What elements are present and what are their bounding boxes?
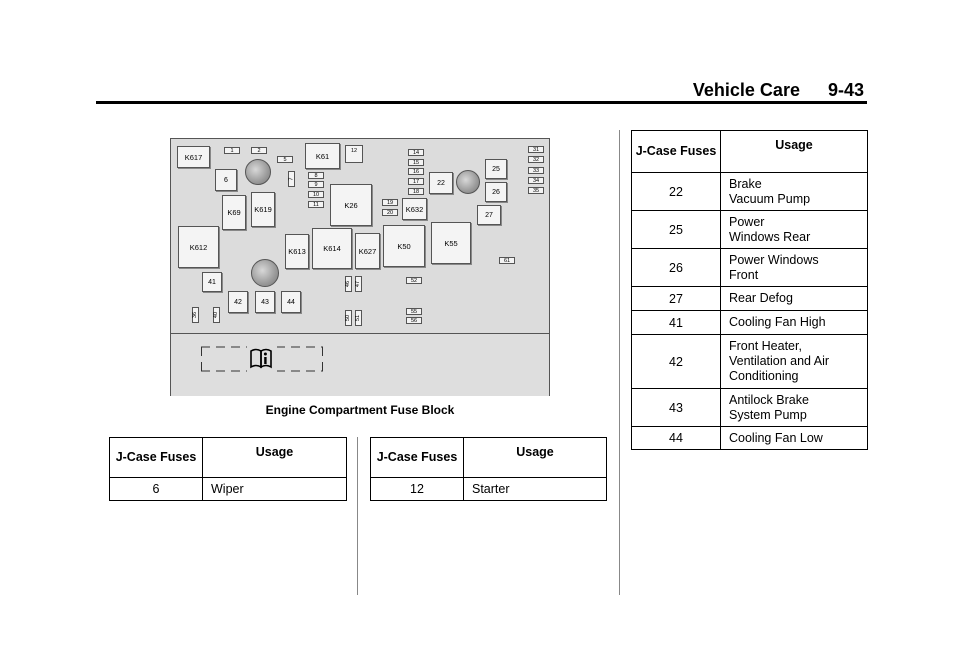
column-divider-1 (357, 437, 358, 595)
fuse-number: 6 (110, 478, 203, 501)
fuse-14: 14 (408, 149, 424, 156)
fuse-11: 11 (308, 201, 324, 208)
fuse-52: 52 (406, 277, 422, 284)
relay-k613: K613 (285, 234, 309, 269)
figure-caption: Engine Compartment Fuse Block (265, 403, 455, 417)
fuse-1: 1 (224, 147, 240, 154)
fuse-number: 22 (632, 173, 721, 211)
fuse-42: 42 (228, 291, 248, 313)
fuse-number: 26 (632, 249, 721, 287)
fuse-46: 46 (345, 276, 352, 292)
fuse-27: 27 (477, 205, 501, 225)
fuse-35: 35 (528, 187, 544, 194)
fuse-5: 5 (277, 156, 293, 163)
fuse-number: 27 (632, 287, 721, 311)
fuse-61: 61 (499, 257, 515, 264)
fuse-56: 56 (406, 317, 422, 324)
fuse-number: 12 (371, 478, 464, 501)
column-header-usage: Usage (721, 131, 868, 173)
fuse-block-diagram (170, 138, 550, 396)
fuse-usage: Rear Defog (721, 287, 868, 311)
table-row (632, 173, 868, 211)
header-rule (96, 101, 867, 104)
fuse-34: 34 (528, 177, 544, 184)
column-header-fuses: J-Case Fuses (632, 131, 721, 173)
relay-k617: K617 (177, 146, 210, 168)
table-row (632, 311, 868, 335)
fuse-8: 8 (308, 172, 324, 179)
fuse-55: 55 (406, 308, 422, 315)
fuse-10: 10 (308, 191, 324, 198)
fuse-43: 43 (255, 291, 275, 313)
fuse-17: 17 (408, 178, 424, 185)
column-header-fuses: J-Case Fuses (371, 438, 464, 478)
relay-k619: K619 (251, 192, 275, 227)
table-row (110, 478, 347, 501)
page-number: 9-43 (827, 80, 864, 100)
fuse-2: 2 (251, 147, 267, 154)
relay-k26: K26 (330, 184, 372, 226)
relay-k632: K632 (402, 198, 427, 220)
fuse-36: 36 (192, 307, 199, 323)
fuse-20: 20 (382, 209, 398, 216)
fuse-table-3 (631, 130, 868, 450)
fuse-50: 50 (345, 310, 352, 326)
fuse-usage: Brake Vacuum Pump (721, 173, 868, 211)
fuse-31: 31 (528, 146, 544, 153)
fuse-7: 7 (288, 171, 295, 187)
relay-k627: K627 (355, 233, 380, 269)
fuse-usage: Wiper (203, 478, 347, 501)
fuse-15: 15 (408, 159, 424, 166)
fuse-usage: Cooling Fan High (721, 311, 868, 335)
fuse-number: 42 (632, 335, 721, 389)
fuse-51: 51 (355, 310, 362, 326)
fuse-table-1 (109, 437, 347, 501)
table-row (632, 211, 868, 249)
fuse-number: 41 (632, 311, 721, 335)
table-row (632, 335, 868, 389)
fuse-number: 43 (632, 389, 721, 427)
table-row (632, 427, 868, 450)
relay-k69: K69 (222, 195, 246, 230)
table-row (632, 389, 868, 427)
table-header-row (110, 438, 347, 478)
fuse-6: 6 (215, 169, 237, 191)
connector-stud-3 (251, 259, 279, 287)
connector-stud-1 (245, 159, 271, 185)
fuse-40: 40 (213, 307, 220, 323)
fuse-usage: Power Windows Front (721, 249, 868, 287)
relay-k50: K50 (383, 225, 425, 267)
fuse-table-2 (370, 437, 607, 501)
fuse-41: 41 (202, 272, 222, 292)
relay-k612: K612 (178, 226, 219, 268)
fuse-25: 25 (485, 159, 507, 179)
table-row (632, 287, 868, 311)
fuse-usage: Front Heater, Ventilation and Air Conditioning (721, 335, 868, 389)
relay-k55: K55 (431, 222, 471, 264)
section-title: Vehicle Care (692, 80, 800, 100)
table-row (632, 249, 868, 287)
fuse-9: 9 (308, 181, 324, 188)
fuse-16: 16 (408, 168, 424, 175)
column-header-usage: Usage (464, 438, 607, 478)
table-row (371, 478, 607, 501)
table-header-row (632, 131, 868, 173)
relay-k614: K614 (312, 228, 352, 269)
table-header-row (371, 438, 607, 478)
fuse-33: 33 (528, 167, 544, 174)
fuse-usage: Antilock Brake System Pump (721, 389, 868, 427)
fuse-22: 22 (429, 172, 453, 194)
fuse-number: 25 (632, 211, 721, 249)
fuse-44: 44 (281, 291, 301, 313)
fuse-32: 32 (528, 156, 544, 163)
fuse-usage: Starter (464, 478, 607, 501)
fuse-18: 18 (408, 188, 424, 195)
fuse-26: 26 (485, 182, 507, 202)
fuse-number: 44 (632, 427, 721, 450)
relay-k61: K61 (305, 143, 340, 169)
fuse-usage: Power Windows Rear (721, 211, 868, 249)
column-divider-2 (619, 130, 620, 595)
column-header-usage: Usage (203, 438, 347, 478)
fuse-12: 12 (345, 145, 363, 163)
connector-stud-2 (456, 170, 480, 194)
fuse-19: 19 (382, 199, 398, 206)
column-header-fuses: J-Case Fuses (110, 438, 203, 478)
fuse-usage: Cooling Fan Low (721, 427, 868, 450)
fuse-47: 47 (355, 276, 362, 292)
owner-manual-icon (201, 345, 323, 373)
